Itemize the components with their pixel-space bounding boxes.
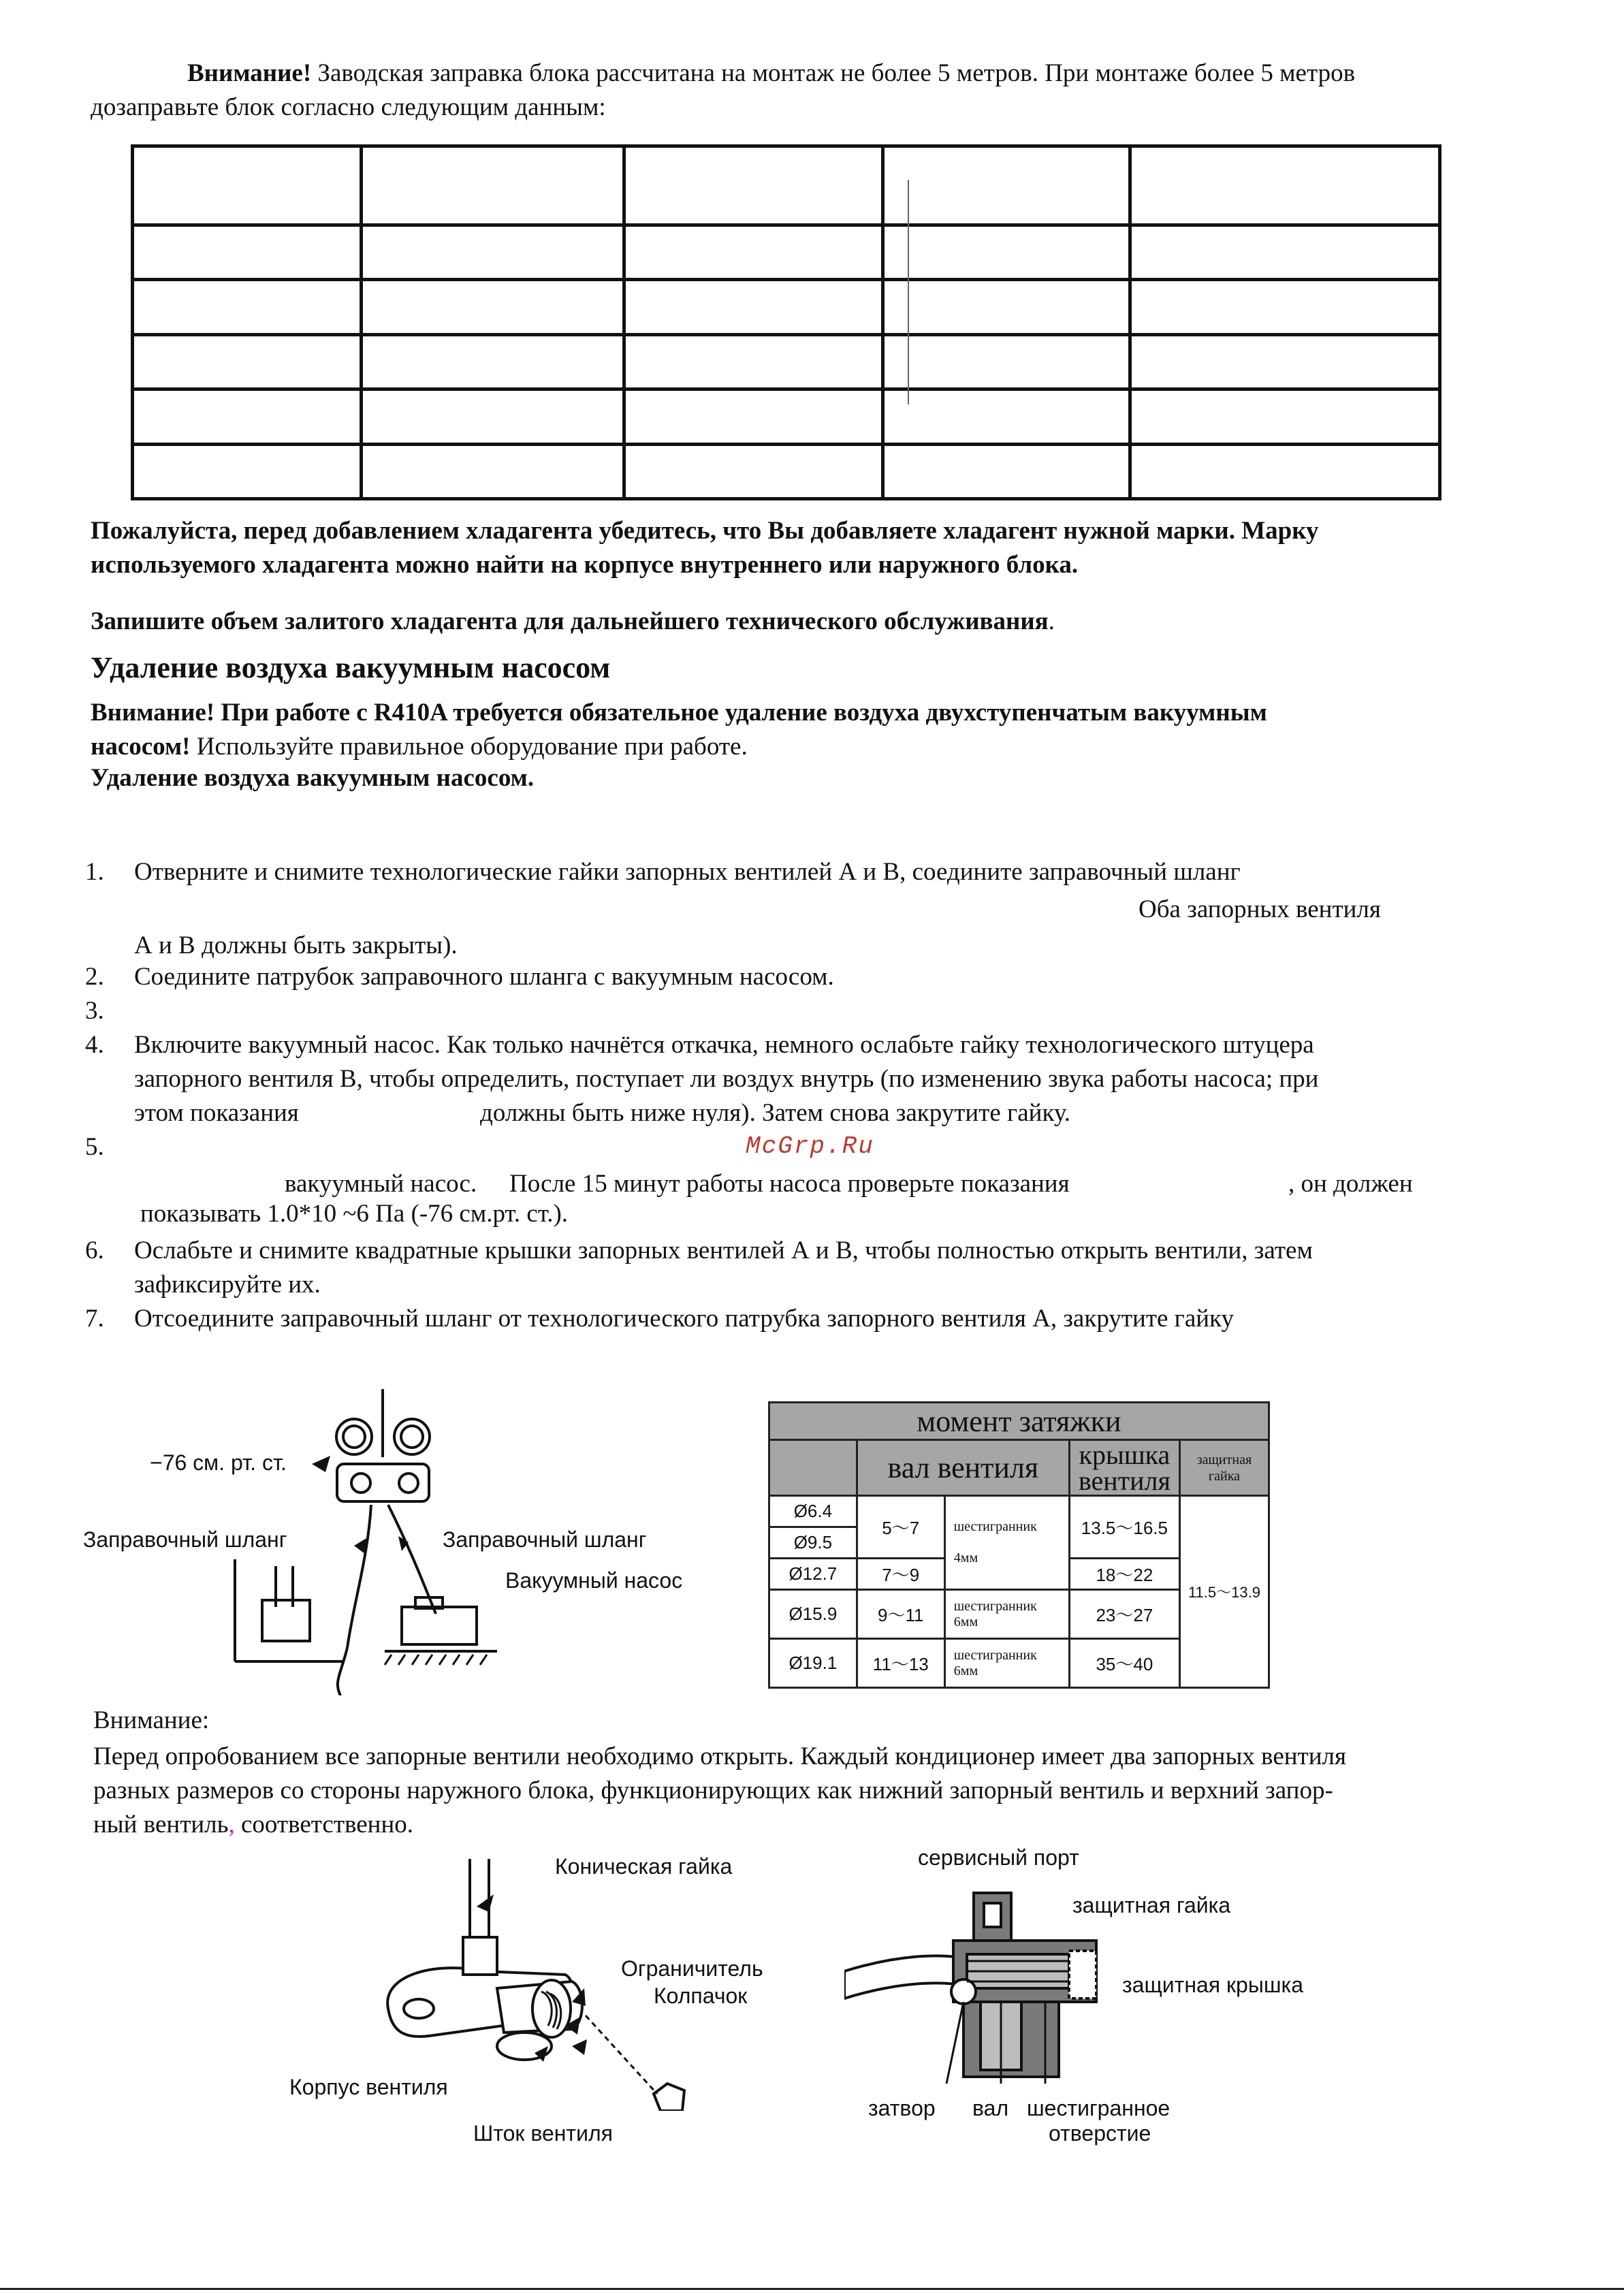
table-cell xyxy=(944,1590,1069,1639)
attention-comma: , xyxy=(228,1811,235,1838)
table-cell: 11.5～13.9 xyxy=(1179,1495,1269,1687)
table-cell xyxy=(624,334,883,389)
table-cell xyxy=(883,334,1130,389)
valve-body-label: Корпус вентиля xyxy=(289,2075,448,2099)
table-cell: Ø15.9 xyxy=(769,1590,857,1639)
step-number: 6. xyxy=(85,1237,104,1264)
table-cell xyxy=(1130,280,1440,334)
step-5-line-2a: вакуумный насос. xyxy=(285,1170,477,1198)
table-cell xyxy=(133,280,362,334)
hex-4-size: 4мм xyxy=(953,1550,978,1565)
cap-label: Колпачок xyxy=(654,1984,748,2008)
note-check-1: Пожалуйста, перед добавлением хладагента убедитесь, что Вы добавляете хладагент нужной марки. Марку xyxy=(91,517,1319,545)
hex-6a-label: шестигранник xyxy=(953,1598,1037,1614)
bottom-rule xyxy=(0,2288,1624,2290)
step-4-line-1: Включите вакуумный насос. Как только начнётся откачка, немного ослабьте гайку технологического штуцера xyxy=(134,1031,1314,1059)
table-cell: 11～13 xyxy=(857,1639,944,1688)
intro-bold: Внимание! xyxy=(187,59,312,87)
table-cell xyxy=(944,1639,1069,1688)
table-stray-line xyxy=(908,180,909,404)
table-cell xyxy=(883,225,1130,280)
table-cell: 18～22 xyxy=(1069,1558,1179,1589)
intro-line-1 xyxy=(187,57,1355,91)
step-number: 5. xyxy=(85,1133,104,1161)
torque-title: момент затяжки xyxy=(769,1403,1269,1440)
table-cell xyxy=(1130,225,1440,280)
table-cell xyxy=(624,146,883,225)
table-cell xyxy=(1130,146,1440,225)
shaft-label: вал xyxy=(972,2096,1009,2120)
attention-line-3-end: соответственно. xyxy=(234,1811,414,1838)
hex-6b-label: шестигранник xyxy=(953,1647,1037,1663)
intro-line-2: дозаправьте блок согласно следующим данным: xyxy=(91,93,606,121)
table-cell xyxy=(944,1495,1069,1590)
table-cell xyxy=(624,280,883,334)
protective-cap-label: защитная крышка xyxy=(1122,1973,1303,1997)
torque-header-nut-1: защитная xyxy=(1196,1452,1252,1467)
table-cell: Ø9.5 xyxy=(769,1527,857,1558)
table-cell: 9～11 xyxy=(857,1590,944,1639)
table-cell xyxy=(362,389,624,444)
step-5-line-3: показывать 1.0*10 ~6 Па (-76 см.рт. ст.). xyxy=(140,1200,569,1228)
table-cell: 35～40 xyxy=(1069,1639,1179,1688)
table-cell xyxy=(624,389,883,444)
protective-nut-label: защитная гайка xyxy=(1072,1893,1231,1917)
hose-left-label: Заправочный шланг xyxy=(83,1527,287,1552)
hex-6b-size: 6мм xyxy=(953,1663,978,1678)
torque-header-nut-2: гайка xyxy=(1208,1468,1240,1484)
valve-stem-label: Шток вентиля xyxy=(473,2121,613,2146)
table-cell xyxy=(883,444,1130,498)
table-cell xyxy=(133,146,362,225)
valve-diagram xyxy=(368,1852,722,2111)
step-number: 4. xyxy=(85,1031,104,1059)
step-4-line-2: запорного вентиля В, чтобы определить, поступает ли воздух внутрь (по изменению звука работы насоса; при xyxy=(134,1065,1319,1093)
table-cell: Ø12.7 xyxy=(769,1558,857,1589)
refrigerant-table xyxy=(131,144,1442,500)
table-cell xyxy=(1130,334,1440,389)
torque-header-shaft: вал вентиля xyxy=(857,1440,1069,1495)
attention-title: Внимание: xyxy=(93,1706,210,1734)
table-cell xyxy=(133,389,362,444)
table-cell: Ø19.1 xyxy=(769,1639,857,1688)
hex-hole-label-1: шестигранное xyxy=(1027,2096,1171,2120)
table-cell xyxy=(624,444,883,498)
torque-table xyxy=(768,1401,1270,1689)
note-record xyxy=(91,605,1055,639)
table-cell xyxy=(133,444,362,498)
step-1-line-3: А и В должны быть закрыты). xyxy=(134,931,458,959)
table-cell: 5～7 xyxy=(857,1495,944,1558)
watermark: McGrp.Ru xyxy=(746,1132,874,1160)
table-cell xyxy=(883,389,1130,444)
hex-4-label: шестигранник xyxy=(953,1518,1037,1534)
note-record-end: . xyxy=(1048,607,1055,635)
attention-line-3-text: ный вентиль xyxy=(93,1811,229,1838)
step-4-line-3a: этом показания xyxy=(134,1099,299,1127)
table-cell xyxy=(362,444,624,498)
seal-label: затвор xyxy=(868,2096,936,2120)
table-cell xyxy=(624,225,883,280)
attention-line-3 xyxy=(93,1808,413,1842)
section-subtitle: Удаление воздуха вакуумным насосом. xyxy=(91,764,535,792)
hex-hole-label-2: отверстие xyxy=(1049,2121,1151,2146)
torque-header-cap xyxy=(1069,1440,1179,1495)
table-cell xyxy=(1130,444,1440,498)
hex-6a-size: 6мм xyxy=(953,1614,978,1629)
gauge-label: −76 см. рт. ст. xyxy=(150,1450,287,1475)
step-6-line-1: Ослабьте и снимите квадратные крышки запорных вентилей А и В, чтобы полностью открыть вентили, затем xyxy=(134,1237,1313,1264)
attention-line-1: Перед опробованием все запорные вентили необходимо открыть. Каждый кондиционер имеет два запорных вентиля xyxy=(93,1742,1346,1770)
step-6-line-2: зафиксируйте их. xyxy=(134,1271,321,1299)
attention-line-2: разных размеров со стороны наружного блока, функционирующих как нижний запорный вентиль и верхний запор- xyxy=(93,1777,1333,1804)
table-cell xyxy=(133,225,362,280)
table-cell xyxy=(362,280,624,334)
table-cell: 13.5～16.5 xyxy=(1069,1495,1179,1558)
step-1-line-1: Отверните и снимите технологические гайки запорных вентилей А и В, соедините заправочный шланг xyxy=(134,858,1241,886)
step-1-line-2: Оба запорных вентиля xyxy=(1139,895,1381,923)
step-number: 1. xyxy=(85,858,104,886)
table-cell xyxy=(362,146,624,225)
note-check-2: используемого хладагента можно найти на корпусе внутреннего или наружного блока. xyxy=(91,551,1079,579)
step-number: 7. xyxy=(85,1305,104,1333)
step-5-line-2c: , он должен xyxy=(1288,1170,1413,1198)
torque-header-cap-2: вентиля xyxy=(1078,1465,1171,1496)
section-warning-1: Внимание! При работе с R410A требуется обязательное удаление воздуха двухступенчатым вакуумным xyxy=(91,699,1267,727)
pump-label: Вакуумный насос xyxy=(505,1568,683,1593)
step-2-line-1: Соедините патрубок заправочного шланга с вакуумным насосом. xyxy=(134,963,834,991)
table-cell xyxy=(362,334,624,389)
table-cell xyxy=(362,225,624,280)
section-warning-bold: насосом! xyxy=(91,733,191,761)
step-4-line-3b: должны быть ниже нуля). Затем снова закрутите гайку. xyxy=(480,1099,1070,1127)
table-cell: 23～27 xyxy=(1069,1590,1179,1639)
flare-nut-label: Коническая гайка xyxy=(555,1854,733,1879)
table-cell xyxy=(133,334,362,389)
torque-header-nut xyxy=(1179,1440,1269,1495)
table-cell xyxy=(1130,389,1440,444)
table-cell: 7～9 xyxy=(857,1558,944,1589)
section-warning-rest: Используйте правильное оборудование при работе. xyxy=(190,733,748,761)
service-port-label: сервисный порт xyxy=(918,1845,1079,1870)
note-record-text: Запишите объем залитого хладагента для дальнейшего технического обслуживания xyxy=(91,607,1049,635)
torque-header-empty xyxy=(769,1440,857,1495)
step-number: 2. xyxy=(85,963,104,991)
section-warning-2 xyxy=(91,730,748,764)
table-cell xyxy=(883,280,1130,334)
step-5-line-2b: После 15 минут работы насоса проверьте показания xyxy=(509,1170,1070,1198)
section-title: Удаление воздуха вакуумным насосом xyxy=(91,651,611,684)
hose-right-label: Заправочный шланг xyxy=(443,1527,647,1552)
step-7-line-1: Отсоедините заправочный шланг от технологического патрубка запорного вентиля А, закрутите гайку xyxy=(134,1305,1235,1333)
torque-header-cap-1: крышка xyxy=(1079,1439,1171,1470)
intro-text: Заводская заправка блока рассчитана на монтаж не более 5 метров. При монтаже более 5 метров xyxy=(311,59,1356,87)
table-cell xyxy=(883,146,1130,225)
limiter-label: Ограничитель xyxy=(621,1956,763,1981)
table-cell: Ø6.4 xyxy=(769,1495,857,1527)
step-number: 3. xyxy=(85,997,104,1025)
